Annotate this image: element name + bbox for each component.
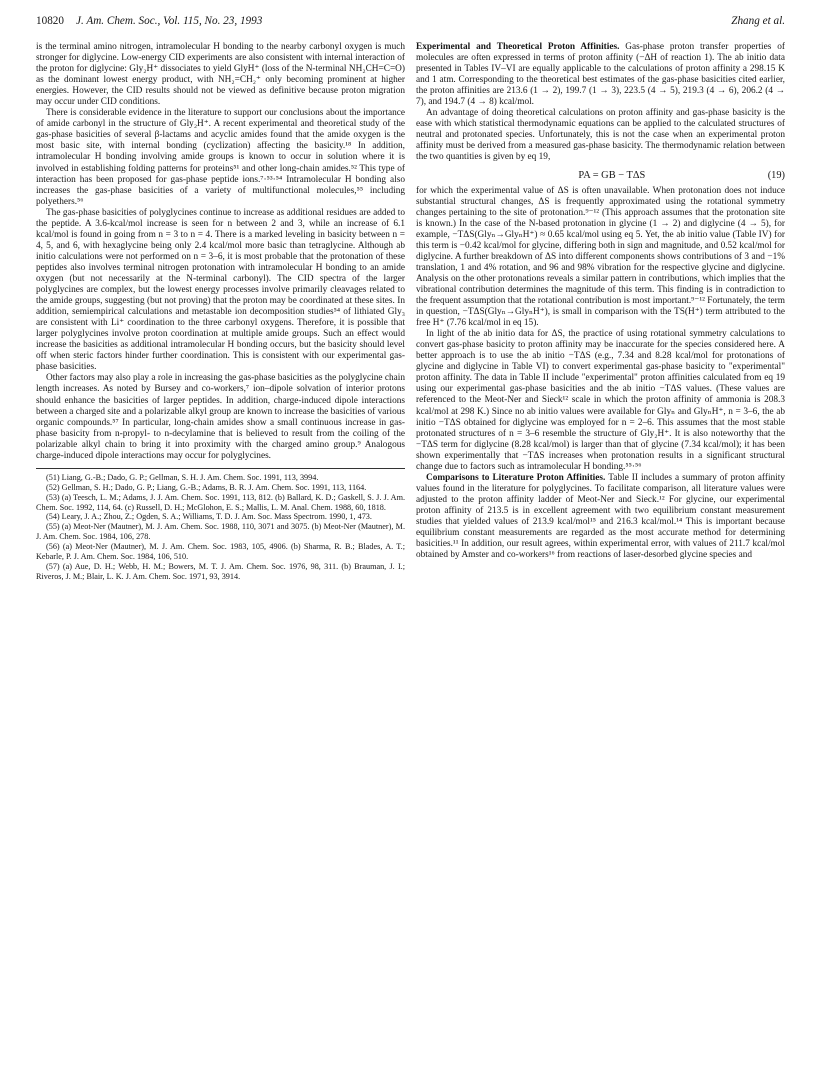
reference-item: (57) (a) Aue, D. H.; Webb, H. M.; Bowers, M. T. J. Am. Chem. Soc. 1976, 98, 311. (b) Brauman, J. I.; Riveros, J. M.; Blair, L. K. J. Am. Chem. Soc. 1971, 93, 3914. [36, 561, 405, 581]
reference-item: (52) Gellman, S. H.; Dado, G. P.; Liang, G.-B.; Adams, B. R. J. Am. Chem. Soc. 1991, 113, 1164. [46, 482, 367, 492]
page-number: 10820 [36, 15, 64, 27]
body-paragraph: for which the experimental value of ΔS is often unavailable. When protonation does not induce substantial structural changes, ΔS is frequently approximated using the rotational symmetry changes pertaining to the site of protonation.⁹⁻¹² (This approach assumes that the protonation site is known.) In the case of the N-based protonation in glycine (1 → 2) and diglycine (4 → 5), for example, −TΔS(Glyₙ→GlyₙH⁺) ≈ 0.65 kcal/mol using eq 5. Yet, the ab initio value (Table IV) for this term is −0.42 kcal/mol for glycine, differing both in sign and magnitude, and 0.52 kcal/mol for diglycine. A further breakdown of ΔS into different components shows contributions of 3 and −1% translation, 1 and 4% rotation, and 96 and 98% vibration for the respective glycine and diglycine. Analysis on the other protonations reveals a similar pattern in contributions, which implies that the vibrational contribution determines the magnitude of this term. This finding is in contradiction to the frequent assumption that the rotational contribution is most important.⁹⁻¹² Fortunately, the term in question, −TΔS(Glyₙ→GlyₙH⁺), is small in comparison with the TS(H⁺) term attributed to the free H⁺ (7.76 kcal/mol in eq 15). [416, 185, 785, 329]
references-list [36, 468, 405, 582]
right-column [416, 42, 785, 561]
section-text: Table II includes a summary of proton affinity values found in the literature for polyglycines. To facilitate comparison, all literature values were adjusted to the proton affinity ladder of Meot-Ner and Sieck.¹² For glycine, our experimental proton affinity of 213.5 is in excellent agreement with two equilibrium constant measurement studies that yielded values of 213.9 kcal/mol¹⁵ and 216.3 kcal/mol.¹⁴ This is important because equilibrium constant measurements are regarded as the most accurate method for determining basicities.¹¹ In addition, our result agrees, within experimental error, with values of 211.7 kcal/mol obtained by Amster and co-workers¹⁶ from reactions of laser-desorbed glycine species and [416, 472, 785, 561]
section-paragraph [416, 42, 785, 108]
body-paragraph: is the terminal amino nitrogen, intramolecular H bonding to the nearby carbonyl oxygen is much stronger for diglycine. Low-energy CID experiments are also consistent with internal interaction of the proton for diglycine: Gly₂H⁺ dissociates to yield GlyH⁺ (loss of the N-terminal NH₂CH=C=O) as the dominant lowest energy product, with NH₂=CH₂⁺ only becoming prominent at higher energies. However, the CID results should not be viewed as definitive because proton migration may occur under CID conditions. [36, 42, 405, 108]
section-heading: Experimental and Theoretical Proton Affinities. [416, 42, 620, 52]
equation-19 [416, 170, 785, 181]
body-paragraph: Other factors may also play a role in increasing the gas-phase basicities as the polyglycine chain length increases. As noted by Bursey and co-workers,⁷ ion–dipole solvation of interior protons should enhance the basicities of larger peptides. In addition, charge-induced dipole interactions between a charged site and a polarizable alkyl group are known to increase the basicities of various organic compounds.⁵⁷ In particular, long-chain amides show a small continuous increase in gas-phase basicity from n-propyl- to n-decylamine that is believed to result from the coiling of the polarizable alkyl chain to bring it into proximity with the charged amino group.⁹ Analogous charge-induced dipole interactions may occur for polyglycines. [36, 373, 405, 461]
equation-text: PA = GB − TΔS [578, 169, 646, 181]
body-paragraph: In light of the ab initio data for ΔS, the practice of using rotational symmetry calculations to convert gas-phase basicity to proton affinity may be inaccurate for the species considered here. A better approach is to use the ab initio −TΔS (e.g., 7.34 and 8.28 kcal/mol for protonations of glycine and diglycine in Table VI) to convert experimental gas-phase basicity to "experimental" proton affinity. The data in Table II include "experimental" proton affinities calculated from eq 19 using our experimental gas-phase basicities and the ab initio −TΔS values. (These values are referenced to the Meot-Ner and Sieck¹² scale in which the proton affinity of ammonia is 208.3 kcal/mol at 298 K.) Since no ab initio values were available for Glyₙ and GlyₙH⁺, n = 3–6, the ab initio −TΔS obtained for diglycine was employed for n = 2–6. This assumes that the most stable protonated structures of n = 3–6 resemble the structure of Gly₂H⁺. It is also noteworthy that the −TΔS term for diglycine (8.28 kcal/mol) is larger than that of glycine (7.34 kcal/mol); it has been shown experimentally that −TΔS increases when protonation results in a significant structural change due to factors such as intramolecular H bonding.⁵⁵·⁵⁶ [416, 329, 785, 472]
reference-item: (51) Liang, G.-B.; Dado, G. P.; Gellman, S. H. J. Am. Chem. Soc. 1991, 113, 3994. [46, 472, 319, 482]
reference-item: (53) (a) Teesch, L. M.; Adams, J. J. Am. Chem. Soc. 1991, 113, 812. (b) Ballard, K. D.; Gaskell, S. J. J. Am. Chem. Soc. 1992, 114, 64. (c) Russell, D. H.; McGlohon, E. S.; Mallis, L. M. Anal. Chem. 1988, 60, 1818. [36, 492, 405, 512]
body-paragraph: There is considerable evidence in the literature to support our conclusions about the importance of amide carbonyl in the structure of Gly₂H⁺. A recent experimental and theoretical study of the gas-phase basicities of several β-lactams and acyclic amides found that the amide oxygen is the most basic site, with internal bonding (cyclization) affecting the basicity.¹⁸ In addition, intramolecular H bonding involving amide groups is known to occur in solution where it is involved in establishing folding patterns for proteins⁵¹ and other long-chain amides.⁵² This type of interaction has been proposed for gas-phase peptide ions.⁷·⁵³·⁵⁴ Intramolecular H bonding also increases the gas-phase basicities of a variety of multifunctional molecules,⁵⁵ including polyethers.⁵⁶ [36, 108, 405, 207]
reference-item: (54) Leary, J. A.; Zhou, Z.; Ogden, S. A.; Williams, T. D. J. Am. Soc. Mass Spectrom. 1990, 1, 473. [46, 512, 372, 522]
equation-number: (19) [767, 169, 785, 181]
body-paragraph: The gas-phase basicities of polyglycines continue to increase as additional residues are added to the peptide. A 3.6-kcal/mol increase is seen for n between 2 and 3, while an increase of 6.1 kcal/mol is found in going from n = 3 to n = 4. There is a marked leveling in basicity between n = 4, 5, and 6, with hexaglycine being only 2.4 kcal/mol more basic than tetraglycine. Although ab initio calculations were not performed on n = 3–6, it is most probable that the protonation of these peptides also involves terminal nitrogen protonation with intramolecular H bonding to an amide oxygen (but not necessarily at the N-terminal carbonyl). The CID spectra of the larger polyglycines are complex, but the lowest energy processes involve primarily cleavages related to the amide groups, suggesting (but not proving) that the proton may be coordinated at these sites. In addition, semiempirical calculations and metastable ion decomposition studies⁵⁴ of lithiated Gly₃ are consistent with Li⁺ coordination to the three carbonyl oxygens. Therefore, it is possible that larger polyglycines involve proton coordination at multiple amide groups. Such an effect would increase the basicities as additional intramolecular H bonding occurs, but the basicity should level off when steric factors hinder further coordination. This is consistent with our experimental gas-phase basicities. [36, 207, 405, 373]
section-heading: Comparisons to Literature Proton Affinities. [426, 472, 606, 483]
reference-item: (55) (a) Meot-Ner (Mautner), M. J. Am. Chem. Soc. 1988, 110, 3071 and 3075. (b) Meot-Ner (Mautner), M. J. Am. Chem. Soc. 1984, 106, 278. [36, 522, 405, 542]
left-column [36, 42, 405, 582]
reference-item: (56) (a) Meot-Ner (Mautner), M. J. Am. Chem. Soc. 1983, 105, 4906. (b) Sharma, R. B.; Blades, A. T.; Kebarle, P. J. Am. Chem. Soc. 1984, 106, 510. [36, 542, 405, 562]
body-paragraph: An advantage of doing theoretical calculations on proton affinity and gas-phase basicity is the ease with which statistical thermodynamic equations can be applied to the calculated structures of neutral and protonated species. Unfortunately, this is not the case when an experimental proton affinity must be derived from a measured gas-phase basicity. The thermodynamic relation between the two quantities is given by eq 19, [416, 108, 785, 163]
section-text: Gas-phase proton transfer properties of molecules are often expressed in terms of proton affinity (−ΔH of reaction 1). The ab initio data presented in Tables IV–VI are equally applicable to the calculations of proton affinity a 298.15 K and 1 atm. Corresponding to the theoretical best estimates of the gas-phase basicities cited earlier, the proton affinities are 213.6 (1 → 2), 199.7 (1 → 3), 223.5 (4 → 5), 219.3 (4 → 6), 206.2 (4 → 7), and 194.7 (4 → 8) kcal/mol. [416, 42, 785, 108]
section-paragraph [416, 473, 785, 561]
journal-citation: J. Am. Chem. Soc., Vol. 115, No. 23, 1993 [76, 15, 263, 27]
page-header [36, 15, 785, 31]
running-authors: Zhang et al. [731, 15, 785, 27]
